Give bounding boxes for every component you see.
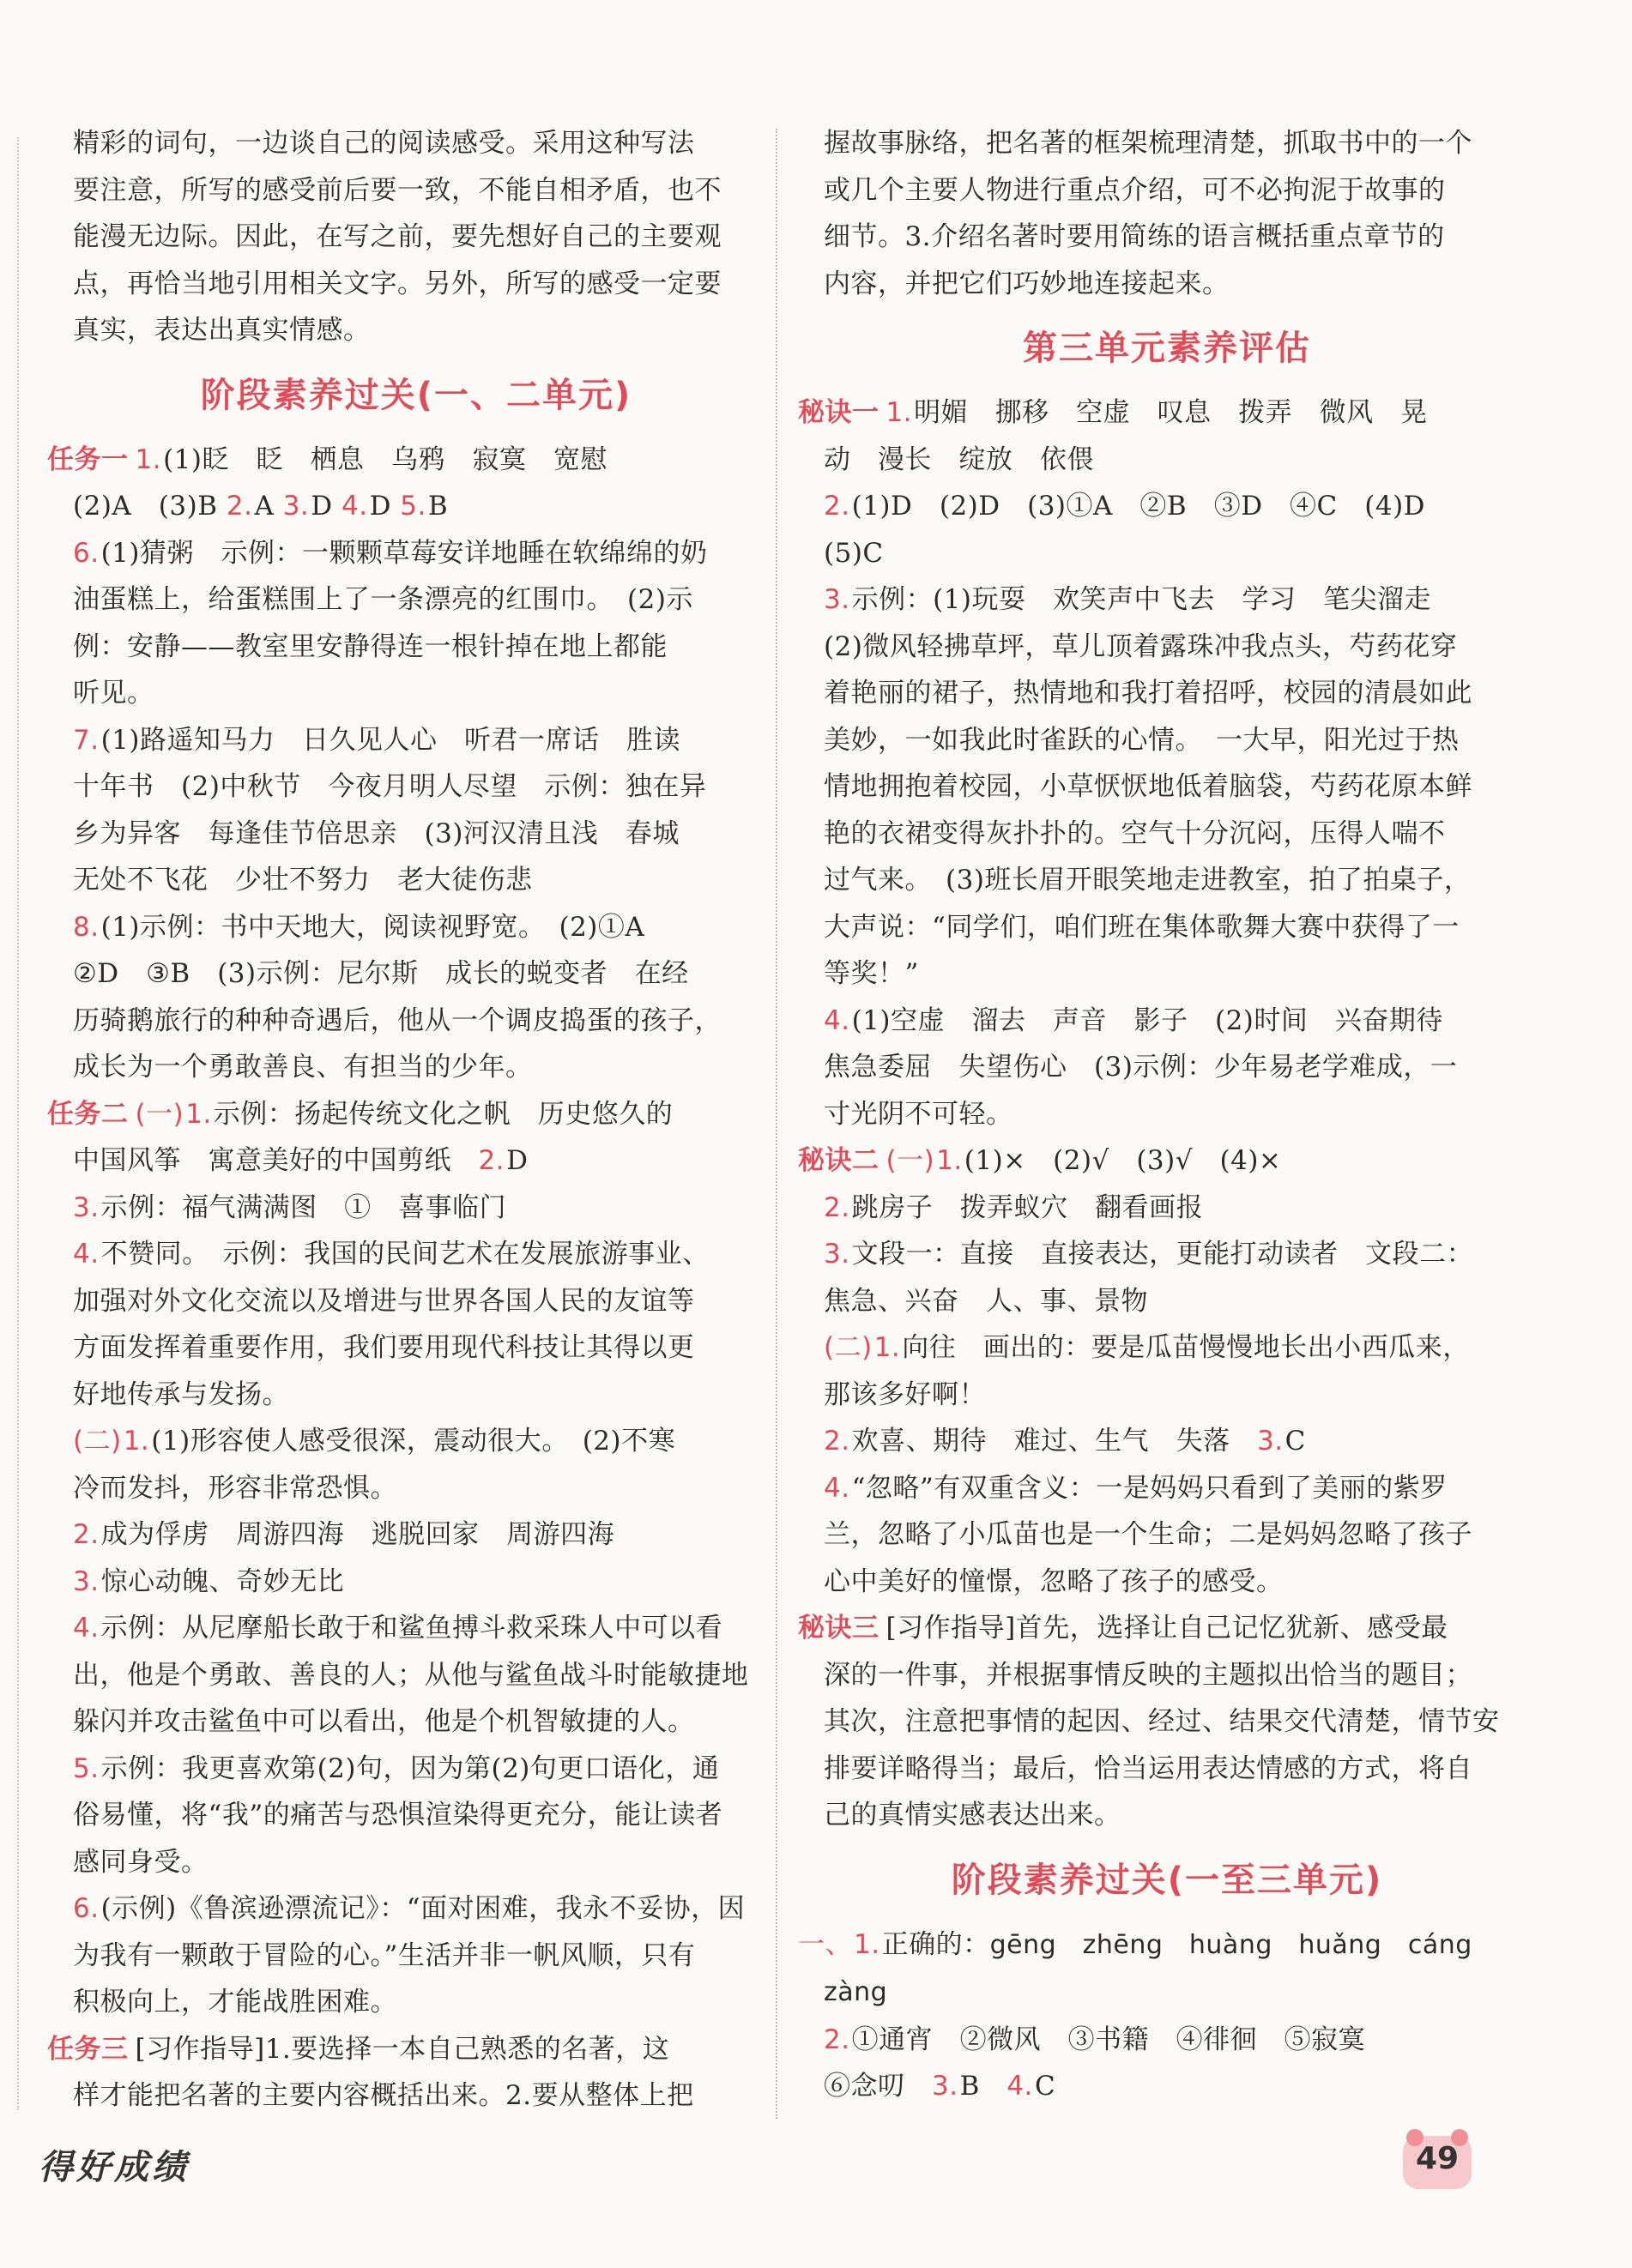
answer-line: 感同身受。 [73,1846,209,1878]
answer-text: C [1034,2071,1056,2102]
answer-text: A [254,491,275,522]
answer-text: 跳房子 拨弄蚁穴 翻看画报 [851,1191,1204,1223]
answer-text: (1)路遥知马力 日久见人心 听君一席话 胜读 [100,724,680,756]
answer-text: (2)A (3)B [73,491,218,522]
answer-line: 大声说：“同学们，咱们班在集体歌舞大赛中获得了一 [824,911,1460,943]
continued-line: 握故事脉络，把名著的框架梳理清楚，抓取书中的一个 [824,128,1472,159]
part-label: (二) [824,1332,873,1363]
question-number: 4. [824,1472,850,1504]
question-number: 1. [185,1098,212,1130]
left-margin-dots [17,137,19,2110]
intro-line: 精彩的词句，一边谈自己的阅读感受。采用这种写法 [73,128,695,159]
answer-line: 美妙，一如我此时雀跃的心情。 一大早，阳光过于热 [824,724,1460,756]
answer-line: 焦急委屈 失望伤心 (3)示例：少年易老学难成，一 [824,1052,1458,1083]
question-number: 1. [123,1426,150,1457]
answer-text: 示例：从尼摩船长敢于和鲨鱼搏斗救采珠人中可以看 [100,1613,723,1644]
answer-line: 十年书 (2)中秋节 今夜月明人尽望 示例：独在异 [73,771,707,802]
answer-line: 方面发挥着重要作用，我们要用现代科技让其得以更 [73,1332,695,1363]
answer-line: 俗易懂，将“我”的痛苦与恐惧渲染得更充分，能让读者 [73,1800,723,1831]
question-number: 3. [824,584,850,615]
tip3-line [798,1605,1510,1652]
answer-text: B [959,2071,980,2102]
question-number: 4. [73,1613,100,1644]
answer-text: 示例：我更喜欢第(2)句，因为第(2)句更口语化，通 [100,1752,720,1784]
answer-line: 情地拥抱着校园，小草恹恹地低着脑袋，芍药花原本鲜 [824,771,1472,802]
task1-line [47,437,759,484]
answer-line: ②D ③B (3)示例：尼尔斯 成长的蜕变者 在经 [73,958,689,989]
answer-text: 文段一：直接 直接表达，更能打动读者 文段二： [851,1239,1474,1270]
answer-line: (5)C [824,537,884,569]
answer-line: 成长为一个勇敢善良、有担当的少年。 [73,1052,533,1083]
answer-line [824,1465,1510,1512]
answer-text: 示例：扬起传统文化之帆 历史悠久的 [213,1098,674,1130]
question-number: 3. [932,2071,958,2102]
question-number: 3. [73,1191,100,1223]
answer-text: 惊心动魄、奇妙无比 [100,1565,345,1597]
answer-line [73,1559,759,1606]
answer-text: 明媚 挪移 空虚 叹息 拨弄 微风 晃 [914,397,1428,428]
question-number: 4. [824,1004,850,1036]
answer-text: 成为俘虏 周游四海 逃脱回家 周游四海 [100,1519,615,1550]
answer-line: 加强对外文化交流以及增进与世界各国人民的友谊等 [73,1285,695,1317]
question-number: 2. [824,1426,850,1457]
answer-text: 示例：(1)玩耍 欢笑声中飞去 学习 笔尖溜走 [851,584,1431,615]
continued-line: 内容，并把它们巧妙地连接起来。 [824,268,1230,299]
intro-line: 要注意，所写的感受前后要一致，不能自相矛盾，也不 [73,174,722,206]
answer-line [73,1137,759,1185]
pinyin-text: zàng [824,1977,888,2007]
page-number-badge [1403,2129,1472,2189]
question-number: 5. [73,1752,100,1784]
answer-text: D [369,491,391,522]
question-number: 4. [1006,2071,1033,2102]
tip1-line [798,389,1510,437]
question-number: 1. [135,443,162,475]
answer-text: (1)D (2)D (3)①A ②B ③D ④C (4)D [851,491,1426,522]
part-label: (二) [73,1426,122,1457]
answer-line [73,1746,759,1793]
answer-line: 为我有一颗敢于冒险的心。”生活并非一帆风顺，只有 [73,1939,696,1971]
question-number: 7. [73,724,100,756]
continued-line: 或几个主要人物进行重点介绍，可不必拘泥于故事的 [824,174,1446,206]
answer-line: 深的一件事，并根据事情反映的主题拟出恰当的题目； [824,1659,1472,1691]
question-number: 5. [400,491,426,522]
answer-line: 焦急、兴奋 人、事、景物 [824,1285,1148,1317]
question-number: 1. [873,1332,901,1363]
question-number: 3. [824,1239,850,1270]
answer-text: D [311,491,333,522]
column-divider [776,129,777,2119]
answer-text: (示例)《鲁滨逊漂流记》：“面对困难，我永不妥协，因 [100,1893,746,1924]
tip1-label: 秘诀一 [798,397,879,428]
question-number: 3. [1257,1426,1284,1457]
answer-text: 欢喜、期待 难过、生气 失落 [851,1426,1230,1457]
answer-line [73,904,759,951]
question-number: 2. [824,1191,850,1223]
answer-text: C [1284,1426,1306,1457]
section-title-units-1-3: 阶段素养过关(一至三单元) [951,1860,1383,1900]
answer-line: 寸光阴不可轻。 [824,1098,1013,1130]
answer-line [73,717,759,764]
answer-line [824,1418,1510,1465]
question-number: 2. [73,1519,100,1550]
question-number: 6. [73,537,100,569]
answer-line [824,1231,1510,1278]
answer-text: 正确的： [881,1928,990,1960]
answer-line: 样才能把名著的主要内容概括出来。2.要从整体上把 [73,2080,694,2111]
task3-line [47,2026,759,2073]
answer-line [824,2063,1510,2110]
question-number: 2. [824,491,850,522]
question-number: 4. [341,491,368,522]
answer-text: 示例：福气满满图 ① 喜事临门 [100,1191,507,1223]
answer-text: (1)眨 眨 栖息 乌鸦 寂寞 宽慰 [163,443,607,475]
answer-text: ①通宵 ②微风 ③书籍 ④徘徊 ⑤寂寞 [851,2024,1366,2055]
answer-line: 出，他是个勇敢、善良的人；从他与鲨鱼战斗时能敏捷地 [73,1659,749,1691]
answer-line [824,2017,1510,2064]
question-number: 1. [936,1145,963,1176]
answer-line [73,1418,759,1465]
answer-text: 不赞同。 示例：我国的民间艺术在发展旅游事业、 [100,1239,710,1270]
answer-line [824,1324,1510,1372]
answer-line [73,1511,759,1559]
answer-line [73,1605,759,1652]
right-column [798,120,1510,2110]
part-label: 一、 [798,1928,852,1960]
answer-line [824,576,1510,624]
answer-line: 躲闪并攻击鲨鱼中可以看出，他是个机智敏捷的人。 [73,1706,695,1737]
answer-text: [习作指导]1.要选择一本自己熟悉的名著，这 [135,2033,670,2065]
part-label: (一) [135,1098,184,1130]
answer-line: 心中美好的憧憬，忽略了孩子的感受。 [824,1565,1284,1597]
question-number: 1. [886,397,913,428]
answer-line [73,530,759,577]
answer-line: 艳的衣裙变得灰扑扑的。空气十分沉闷，压得人喘不 [824,817,1446,849]
answer-line: 冷而发抖，形容非常恐惧。 [73,1472,397,1504]
answer-line: 着艳丽的裙子，热情地和我打着招呼，校园的清晨如此 [824,678,1472,709]
answer-line [73,1231,759,1278]
left-column [47,120,759,2120]
answer-line: 积极向上，才能战胜困难。 [73,1987,397,2018]
answer-line [73,483,759,530]
answer-line: 听见。 [73,678,154,709]
continued-line: 细节。3.介绍名著时要用简练的语言概括重点章节的 [824,221,1445,252]
page-number: 49 [1415,2141,1460,2176]
answer-text: (1)示例：书中天地大，阅读视野宽。 (2)①A [100,911,645,943]
answer-line: 等奖！” [824,958,919,989]
question-number: 6. [73,1893,100,1924]
intro-line: 点，再恰当地引用相关文字。另外，所写的感受一定要 [73,268,722,299]
answer-text: 向往 画出的：要是瓜苗慢慢地长出小西瓜来， [902,1332,1470,1363]
task1-label: 任务一 [47,443,129,475]
question-number: 3. [73,1565,100,1597]
task2-line [47,1091,759,1138]
brand-logo: 得好成绩 [39,2147,190,2187]
answer-text: ⑥念叨 [824,2071,905,2102]
answer-line: 过气来。 (3)班长眉开眼笑地走进教室，拍了拍桌子， [824,865,1472,896]
part-label: (一) [886,1145,935,1176]
question-number: 1. [854,1928,880,1960]
question-number: 8. [73,911,100,943]
question-number: 2. [226,491,253,522]
section-title-units-1-2: 阶段素养过关(一、二单元) [200,375,632,415]
answer-line: (2)微风轻拂草坪，草儿顶着露珠冲我点头，芍药花穿 [824,630,1458,662]
answer-text: [习作指导]首先，选择让自己记忆犹新、感受最 [886,1613,1448,1644]
pinyin-text: gēng zhēng huàng huǎng cáng [989,1929,1472,1960]
answer-line: 乡为异客 每逢佳节倍思亲 (3)河汉清且浅 春城 [73,817,680,849]
question-number: 4. [73,1239,100,1270]
answer-line: 好地传承与发扬。 [73,1378,289,1410]
answer-line: 历骑鹅旅行的种种奇遇后，他从一个调皮捣蛋的孩子， [73,1004,722,1036]
question-number: 3. [282,491,310,522]
answer-line: 兰，忽略了小瓜苗也是一个生命；二是妈妈忽略了孩子 [824,1519,1472,1550]
answer-line [824,1185,1510,1232]
answer-line [824,483,1510,530]
question-number: 2. [478,1145,505,1176]
tip2-label: 秘诀二 [798,1145,879,1176]
answer-line: 例：安静——教室里安静得连一根针掉在地上都能 [73,630,668,662]
section-title-unit-3: 第三单元素养评估 [1023,329,1311,368]
answer-text: (1)形容使人感受很深，震动很大。 (2)不寒 [151,1426,676,1457]
answer-line: 油蛋糕上，给蛋糕围上了一条漂亮的红围巾。 (2)示 [73,584,693,615]
answer-text: B [427,491,449,522]
tip3-label: 秘诀三 [798,1613,879,1644]
answer-line: 其次，注意把事情的起因、经过、结果交代清楚，情节安 [824,1706,1500,1737]
answer-text: (1)空虚 溜去 声音 影子 (2)时间 兴奋期待 [851,1004,1443,1036]
answer-line: 无处不飞花 少壮不努力 老大徒伤悲 [73,865,533,896]
task2-label: 任务二 [47,1098,129,1130]
question-number: 2. [824,2024,850,2055]
answer-text: (1)× (2)√ (3)√ (4)× [964,1145,1282,1176]
tip2-line [798,1137,1510,1185]
answer-line: 排要详略得当；最后，恰当运用表达情感的方式，将自 [824,1752,1472,1784]
answer-text: 中国风筝 寓意美好的中国剪纸 [73,1145,451,1176]
part1-line [798,1921,1510,1969]
answer-text: “忽略”有双重含义：一是妈妈只看到了美丽的紫罗 [851,1472,1448,1504]
intro-line: 能漫无边际。因此，在写之前，要先想好自己的主要观 [73,221,722,252]
answer-line: 动 漫长 绽放 依偎 [824,443,1094,475]
answer-text: D [506,1145,529,1176]
answer-line [73,1185,759,1232]
answer-text: (1)猜粥 示例：一颗颗草莓安详地睡在软绵绵的奶 [100,537,708,569]
task3-label: 任务三 [47,2033,129,2065]
answer-line: 己的真情实感表达出来。 [824,1800,1121,1831]
answer-line [824,1969,1510,2017]
answer-line: 那该多好啊！ [824,1378,986,1410]
answer-line [73,1885,759,1933]
intro-line: 真实，表达出真实情感。 [73,315,371,346]
answer-line [824,998,1510,1045]
